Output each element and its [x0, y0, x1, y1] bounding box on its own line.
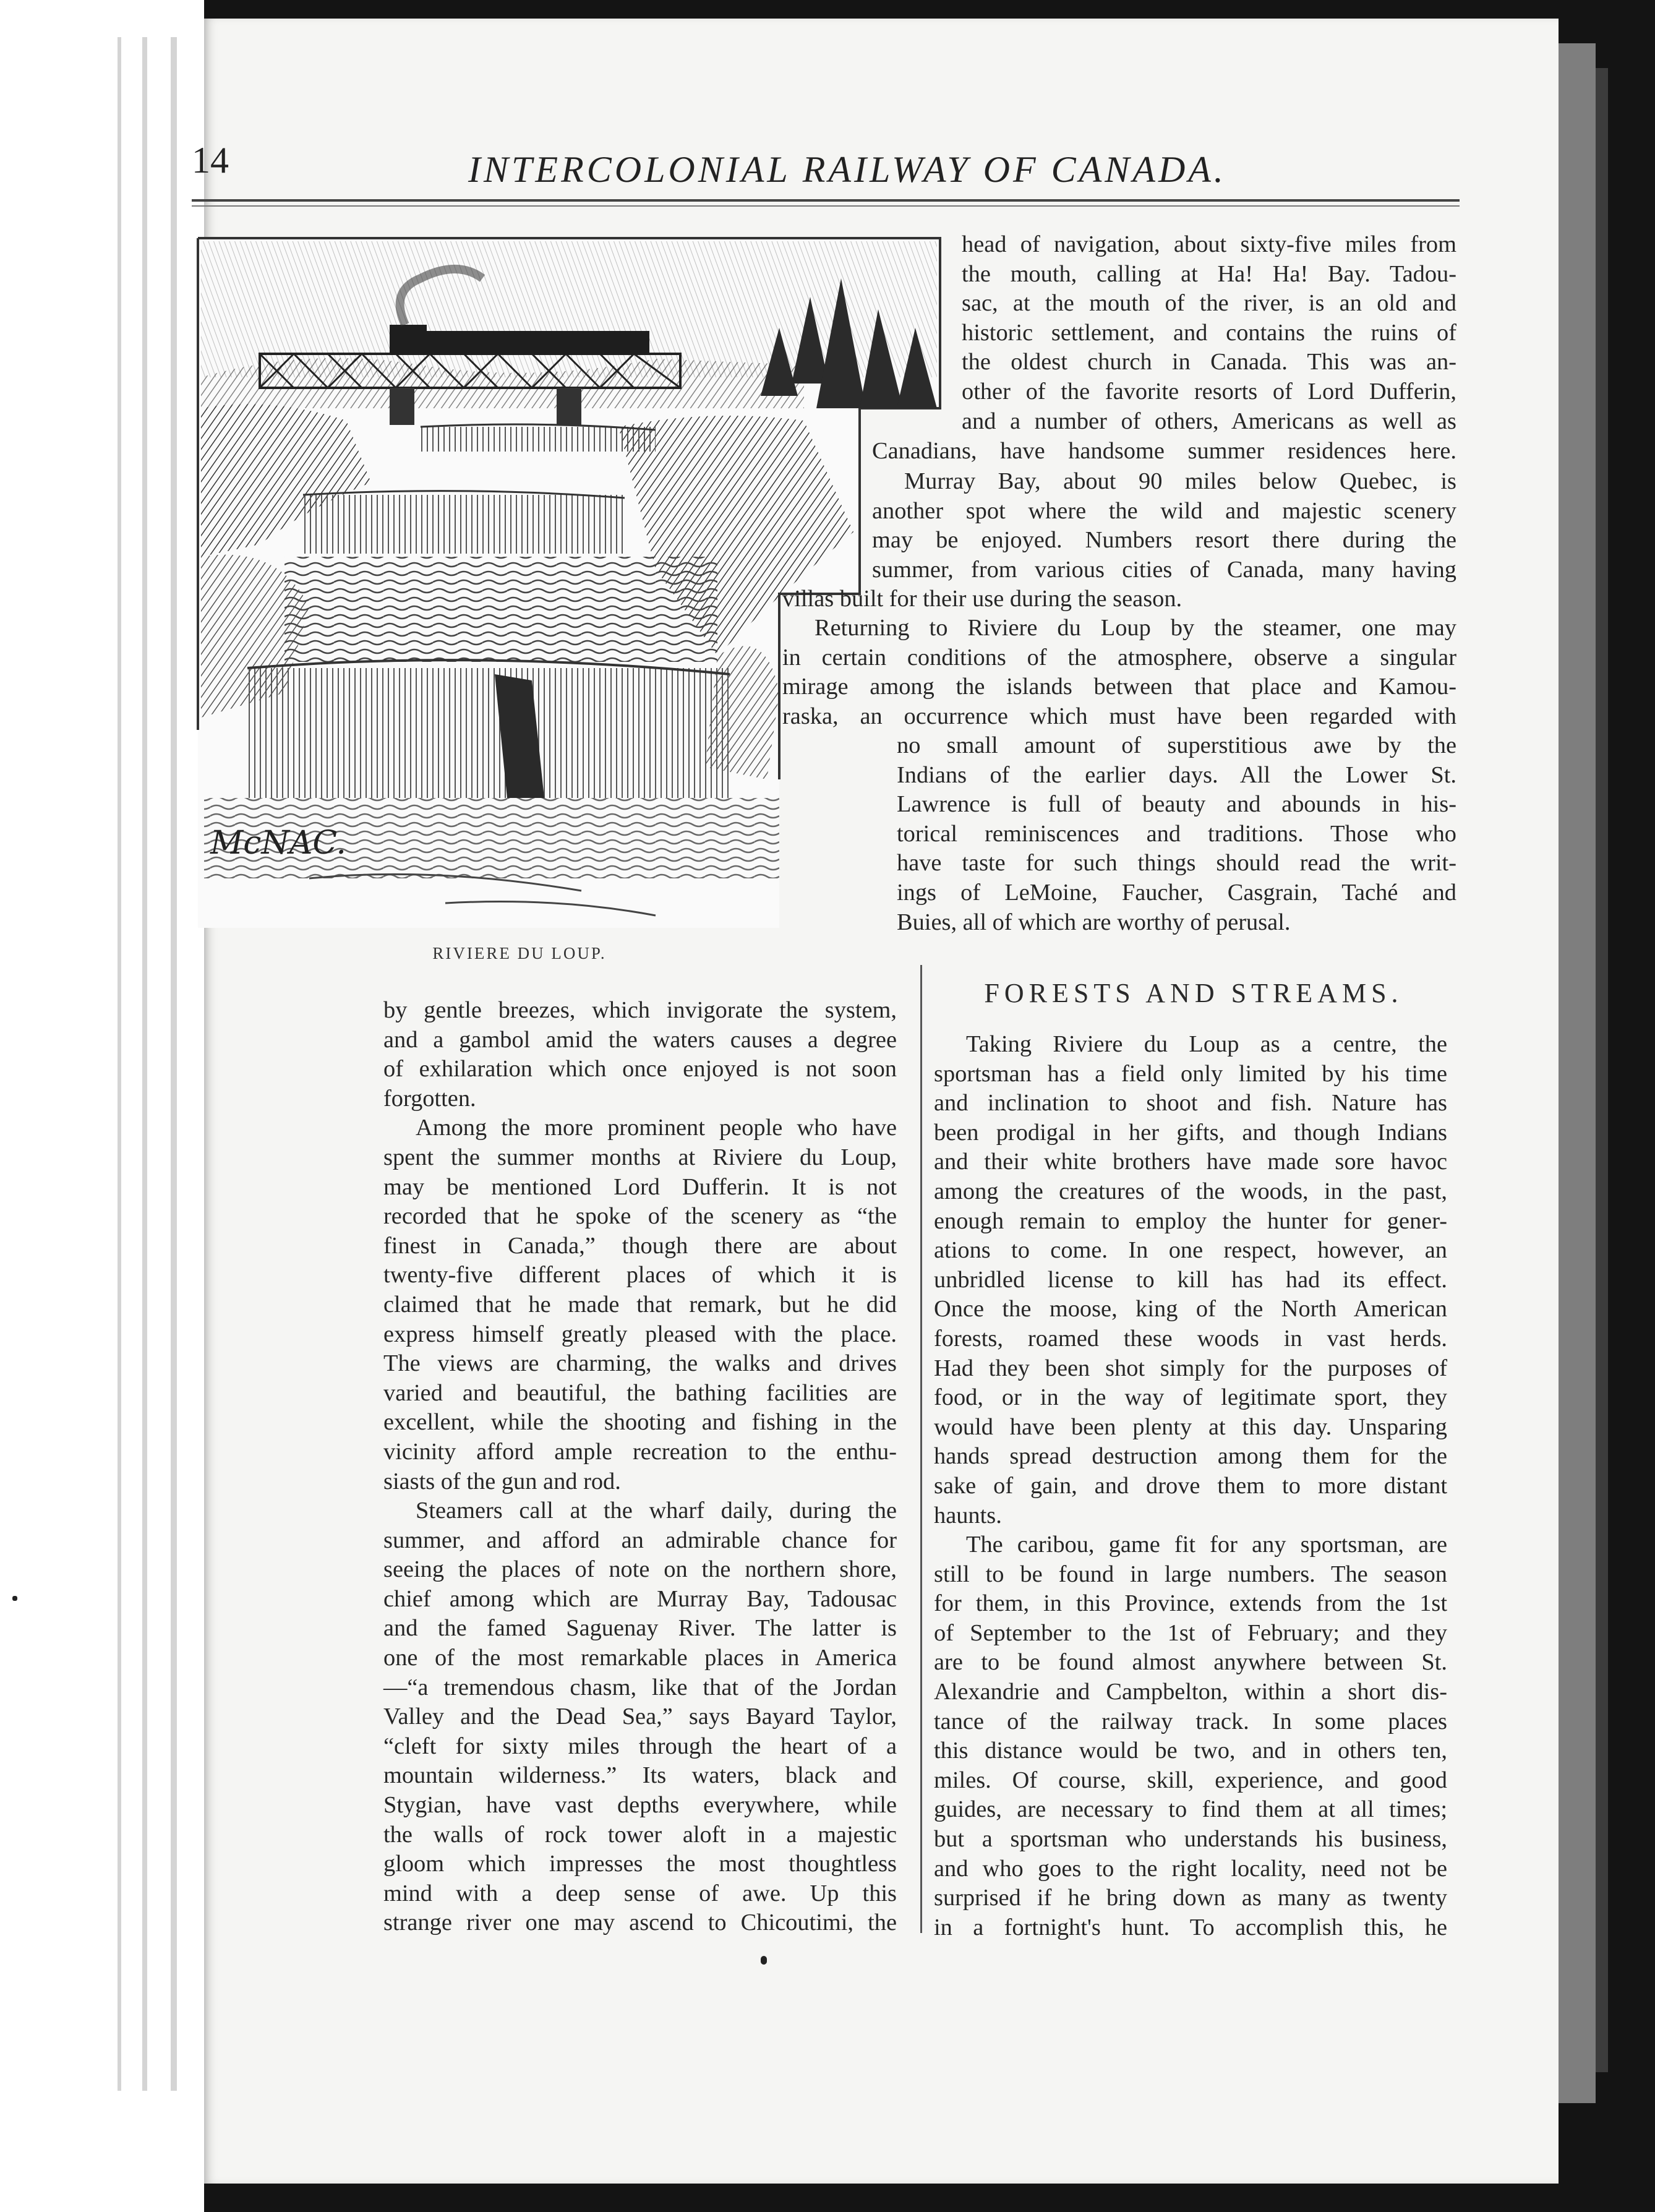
text-line: the walls of rock tower aloft in a majestic [383, 1821, 897, 1848]
illustration-signature: McNAC. [210, 825, 346, 862]
text-line: for them, in this Province, extends from the 1st [934, 1590, 1447, 1617]
text-line: twenty-five different places of which it is [383, 1262, 897, 1288]
text-line: of September to the 1st of February; and they [934, 1619, 1447, 1646]
book-spine [1559, 43, 1596, 2103]
text-line: sac, at the mouth of the river, is an old and [962, 290, 1456, 317]
text-line: ings of LeMoine, Faucher, Casgrain, Taché and [897, 879, 1456, 906]
text-line: unbridled license to kill has had its effect. [934, 1266, 1447, 1293]
text-line: The caribou, game fit for any sportsman, are [966, 1532, 1447, 1558]
text-line: Had they been shot simply for the purposes of [934, 1355, 1447, 1381]
text-line: historic settlement, and contains the ruins of [962, 319, 1456, 346]
text-line: strange river one may ascend to Chicoutimi, the [383, 1910, 897, 1936]
text-line: guides, are necessary to find them at all times; [934, 1796, 1447, 1823]
text-line: been prodigal in her gifts, and though Indians [934, 1119, 1447, 1146]
text-line: —“a tremendous chasm, like that of the Jordan [383, 1674, 897, 1700]
text-line: The views are charming, the walks and drives [383, 1350, 897, 1377]
text-line: sake of gain, and drove them to more distant [934, 1472, 1447, 1499]
paragraph [872, 437, 1456, 466]
right-top-paragraph-2 [872, 467, 1456, 585]
text-line: sportsman has a field only limited by his time [934, 1060, 1447, 1087]
right-top-paragraph-3 [782, 614, 1456, 731]
text-line: still to be found in large numbers. The season [934, 1561, 1447, 1587]
text-line: excellent, while the shooting and fishing in the [383, 1409, 897, 1436]
text-line: other of the favorite resorts of Lord Dufferin, [962, 378, 1456, 405]
paragraph [962, 230, 1456, 436]
scan-speck [12, 1596, 17, 1601]
header-rule [192, 199, 1460, 202]
text-line: in a fortnight's hunt. To accomplish this, he [934, 1914, 1447, 1940]
text-line: and their white brothers have made sore havoc [934, 1149, 1447, 1175]
right-column-text [934, 1030, 1447, 1942]
text-line: “cleft for sixty miles through the heart of a [383, 1733, 897, 1759]
text-line: summer, and afford an admirable chance for [383, 1527, 897, 1553]
section-heading: FORESTS AND STREAMS. [984, 978, 1403, 1008]
left-column-text [383, 996, 897, 1938]
right-top-paragraph-1-end [872, 437, 1456, 466]
text-line: villas built for their use during the season. [782, 586, 1182, 612]
paragraph [383, 1496, 897, 1938]
text-line: tance of the railway track. In some places [934, 1708, 1447, 1734]
text-line: one of the most remarkable places in America [383, 1645, 897, 1671]
text-line: this distance would be two, and in others ten, [934, 1738, 1447, 1764]
text-line: among the creatures of the woods, in the past, [934, 1178, 1447, 1204]
text-line: head of navigation, about sixty-five miles from [962, 231, 1456, 257]
page-edge [118, 37, 121, 2091]
paragraph [897, 731, 1456, 937]
text-line: but a sportsman who understands his business, [934, 1826, 1447, 1853]
text-line: would have been plenty at this day. Unsparing [934, 1413, 1447, 1440]
paragraph [782, 585, 1456, 614]
text-line: food, or in the way of legitimate sport, they [934, 1384, 1447, 1411]
text-line: Canadians, have handsome summer residences here. [872, 438, 1456, 464]
text-line: Indians of the earlier days. All the Lower St. [897, 761, 1456, 788]
text-line: surprised if he bring down as many as twenty [934, 1885, 1447, 1911]
header-rule-thin [192, 205, 1460, 207]
paragraph [383, 1113, 897, 1496]
text-line: Alexandrie and Campbelton, within a short dis- [934, 1679, 1447, 1705]
paragraph [934, 1530, 1447, 1942]
text-line: varied and beautiful, the bathing facilities are [383, 1379, 897, 1406]
paragraph [934, 1030, 1447, 1530]
paragraph [872, 467, 1456, 585]
text-line: Returning to Riviere du Loup by the steamer, one may [815, 615, 1456, 641]
text-line: vicinity afford ample recreation to the enthu- [383, 1438, 897, 1465]
text-line: hands spread destruction among them for the [934, 1443, 1447, 1470]
text-line: and who goes to the right locality, need not be [934, 1855, 1447, 1882]
text-line: Buies, all of which are worthy of perusal. [897, 909, 1291, 935]
text-line: no small amount of superstitious awe by the [897, 732, 1456, 758]
text-line: Murray Bay, about 90 miles below Quebec, is [904, 468, 1456, 494]
text-line: may be mentioned Lord Dufferin. It is not [383, 1173, 897, 1200]
text-line: forgotten. [383, 1085, 476, 1112]
text-line: recorded that he spoke of the scenery as “the [383, 1203, 897, 1230]
text-line: summer, from various cities of Canada, many having [872, 556, 1456, 583]
text-line: finest in Canada,” though there are about [383, 1232, 897, 1259]
text-line: mirage among the islands between that place and Kamou- [782, 674, 1456, 700]
text-line: siasts of the gun and rod. [383, 1468, 621, 1494]
illustration-caption: RIVIERE DU LOUP. [432, 944, 607, 962]
right-top-paragraph-1 [962, 230, 1456, 436]
page-edge [142, 37, 147, 2091]
text-line: forests, roamed these woods in vast herds. [934, 1325, 1447, 1352]
text-line: Lawrence is full of beauty and abounds in his- [897, 791, 1456, 818]
text-line: another spot where the wild and majestic scenery [872, 497, 1456, 524]
text-line: in certain conditions of the atmosphere, observe a singular [782, 644, 1456, 671]
right-top-paragraph-3-end [897, 731, 1456, 937]
text-line: seeing the places of note on the northern shore, [383, 1556, 897, 1583]
text-line: torical reminiscences and traditions. Those who [897, 820, 1456, 847]
text-line: by gentle breezes, which invigorate the system, [383, 997, 897, 1023]
text-line: and a gambol amid the waters causes a degree [383, 1026, 897, 1053]
page-number: 14 [192, 140, 229, 181]
running-head: INTERCOLONIAL RAILWAY OF CANADA. [468, 149, 1226, 190]
text-line: and the famed Saguenay River. The latter is [383, 1615, 897, 1642]
text-line: raska, an occurrence which must have been regarded with [782, 703, 1456, 729]
printer-mark [761, 1956, 767, 1965]
text-line: spent the summer months at Riviere du Loup, [383, 1144, 897, 1170]
text-line: Steamers call at the wharf daily, during the [416, 1498, 897, 1524]
right-top-paragraph-2-end [782, 585, 1456, 614]
text-line: Valley and the Dead Sea,” says Bayard Taylor, [383, 1704, 897, 1730]
text-line: express himself greatly pleased with the place. [383, 1321, 897, 1347]
text-line: enough remain to employ the hunter for gener- [934, 1207, 1447, 1234]
text-line: Taking Riviere du Loup as a centre, the [966, 1031, 1447, 1057]
text-line: and a number of others, Americans as well as [962, 408, 1456, 434]
column-divider [920, 965, 922, 1933]
page-edge [171, 37, 177, 2091]
text-line: of exhilaration which once enjoyed is not soon [383, 1056, 897, 1082]
text-line: mind with a deep sense of awe. Up this [383, 1880, 897, 1906]
paragraph [782, 614, 1456, 731]
text-line: Stygian, have vast depths everywhere, while [383, 1792, 897, 1819]
text-line: Among the more prominent people who have [416, 1115, 897, 1141]
text-line: the oldest church in Canada. This was an- [962, 349, 1456, 375]
text-line: and inclination to shoot and fish. Nature has [934, 1090, 1447, 1117]
text-line: chief among which are Murray Bay, Tadousac [383, 1585, 897, 1612]
text-line: the mouth, calling at Ha! Ha! Bay. Tadou- [962, 260, 1456, 287]
text-line: miles. Of course, skill, experience, and good [934, 1767, 1447, 1793]
text-line: may be enjoyed. Numbers resort there during the [872, 527, 1456, 554]
text-line: haunts. [934, 1502, 1002, 1528]
text-line: ations to come. In one respect, however, an [934, 1237, 1447, 1264]
text-line: gloom which impresses the most thoughtless [383, 1851, 897, 1877]
text-line: claimed that he made that remark, but he did [383, 1291, 897, 1318]
book-spine-shadow [1596, 68, 1608, 2072]
text-line: are to be found almost anywhere between St. [934, 1649, 1447, 1676]
text-line: have taste for such things should read the writ- [897, 850, 1456, 877]
text-line: mountain wilderness.” Its waters, black and [383, 1762, 897, 1789]
text-line: Once the moose, king of the North American [934, 1296, 1447, 1322]
paragraph [383, 996, 897, 1113]
riviere-du-loup-illustration [186, 223, 952, 928]
